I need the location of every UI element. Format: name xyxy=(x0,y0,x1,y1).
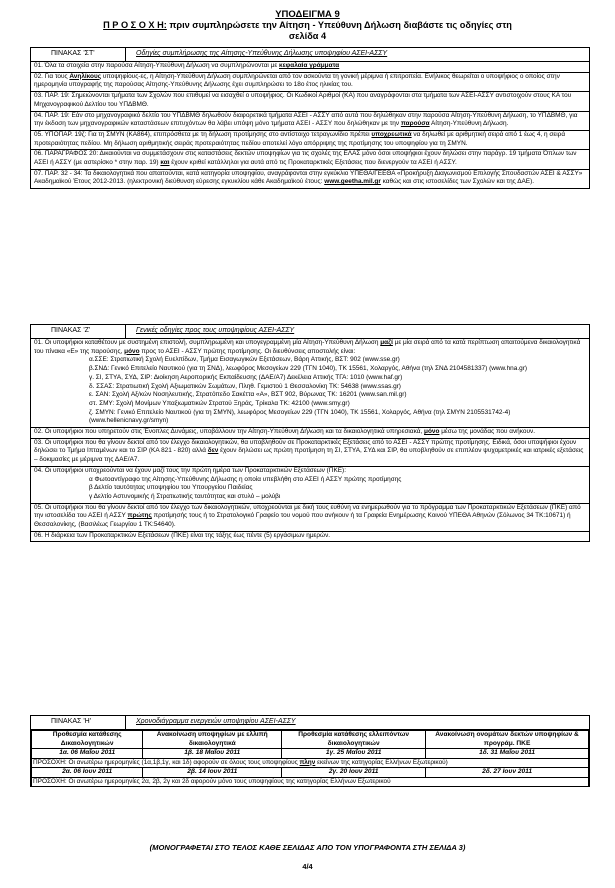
timeline-header-row xyxy=(32,731,589,749)
table-h-header xyxy=(31,716,589,730)
z-item-01 xyxy=(31,339,589,428)
timeline-row-2 xyxy=(32,768,589,778)
timeline-row-1 xyxy=(32,749,589,759)
st-item-em: και xyxy=(160,159,170,167)
table-h-label: ΠΙΝΑΚΑΣ 'Η' xyxy=(31,716,126,729)
timeline-header-cell: Προθεσμία κατάθεσης ελλειπόντων δικαιολογητικών xyxy=(282,731,426,749)
notice-page: σελίδα 4 xyxy=(288,31,327,41)
st-item-em: www.geetha.mil.gr xyxy=(324,178,381,186)
z-item-03-em: δεν xyxy=(207,447,219,455)
z-item-03 xyxy=(31,439,589,467)
st-item-text: 05. ΥΠΟΠΑΡ. 19ζ: Για τη ΣΜΥΝ (ΚΑ864), επιπρόσθετα με τη δήλωση προτίμησης στο αντίστοιχο τετραγωνίδιο πρέπει xyxy=(34,130,372,138)
z-item-05-em: πρώτης xyxy=(127,512,152,520)
timeline-date-cell: 1α. 06 Μαΐου 2011 xyxy=(32,749,143,759)
notice-text: πριν συμπληρώσετε την Αίτηση - Υπεύθυνη Δήλωση διαβάστε τις οδηγίες στη xyxy=(169,20,512,30)
z-item-01-mid: με μία σειρά από τα κατά περίπτωση απαιτούμενα δικαιολογητικά του πίνακα «Ε» της παρούσης, xyxy=(34,339,581,355)
timeline-date-cell: 1γ. 25 Μαΐου 2011 xyxy=(282,749,426,759)
initials-footer: (ΜΟΝΟΓΡΑΦΕΤΑΙ ΣΤΟ ΤΕΛΟΣ ΚΑΘΕ ΣΕΛΙΔΑΣ ΑΠΟ ΤΟΝ ΥΠΟΓΡΑΦΟΝΤΑ ΣΤΗ ΣΕΛΙΔΑ 3) xyxy=(149,843,466,852)
z-item-02-post: μέσω της μονάδας που ανήκουν. xyxy=(439,428,536,436)
z-item-01-text: 01. Οι υποψήφιοι καταθέτουν με συστημένη επιστολή, συμπληρωμένη και υπογεγραμμένη μία Αίτηση-Υπεύθυνη Δήλωση xyxy=(34,339,381,346)
page-number: 4/4 xyxy=(302,862,313,871)
address-item: γ. ΣΙ, ΣΤΥΑ, ΣΥΔ, ΣΙΡ: Διοίκηση Αεροπορικής Εκπαίδευσης (ΔΑΕ/Α7) Δεκέλεια Αττικής ΤΓΑ: 1010 (www.haf.gr) xyxy=(89,373,403,381)
timeline-note-1 xyxy=(32,758,589,768)
z-item-01-em2: μόνο xyxy=(124,347,140,355)
timeline-date-cell: 2α. 06 Ιουν 2011 xyxy=(32,768,143,778)
address-item: δ. ΣΣΑΣ: Στρατιωτική Σχολή Αξιωματικών Σωμάτων, Πληθ. Γεμιστού 1 Θεσσαλονίκη ΤΚ: 54638 (www.ssas.gr) xyxy=(89,382,401,390)
st-item-post: υποψηφίους-ες, η Αίτηση-Υπεύθυνη Δήλωση συμπληρώνεται από τον ασκούντα τη γονική μέριμνα ή επιτροπεία. Ενήλικος θεωρείται ο υποψήφιος ο οποίος στην ημερομηνία υπογραφής της παρούσας Αίτησης-Υπεύθυνης Δήλωσης έχει συμπληρώσει το 18ο έτος ηλικίας του. xyxy=(34,72,560,89)
z-item-02 xyxy=(31,428,589,439)
timeline-date-cell: 2δ. 27 Ιουν 2011 xyxy=(426,768,589,778)
timeline-date-cell: 1δ. 31 Μαΐου 2011 xyxy=(426,749,589,759)
table-st xyxy=(30,47,590,189)
st-item xyxy=(31,131,589,150)
address-list xyxy=(34,356,586,426)
st-item-em: Ανηλίκους xyxy=(69,72,102,80)
st-item-text: 04. ΠΑΡ. 19: Εάν στο μηχανογραφικό δελτίο του ΥΠΔΒΜΘ δηλωθούν διαφορετικά τμήματα ΑΣΕΙ - ΑΣΣΥ από αυτά που δηλώθηκαν στην παρούσα Αίτηση-Υπεύθυνη Δήλωση, το ΥΠΔΒΜΘ, για την έκδοση των μηχανογραφικών καταστάσεων επιτυχόντων θα λάβει υπόψη μόνο τμήματα ΑΣΕΙ - ΑΣΣΥ που δηλώθηκαν με την xyxy=(34,111,578,128)
st-item-post: να δηλωθεί με αριθμητική σειρά από 1 έως 4, η σειρά προτεραιότητας πεδίου. Μη δήλωση αριθμητικής σειράς προτεραιότητας πεδίου αποτελεί λόγο απόρριψης της προτίμησης του υποψηφίου για τη ΣΜΥΝ. xyxy=(34,130,566,147)
z-item-05-text: 05. Οι υποψήφιοι που θα γίνουν δεκτοί από τον έλεγχο των δικαιολογητικών, υποχρεούνται με δική τους ευθύνη να ενημερωθούν για το πρόγραμμα των Προκαταρκτικών Εξετάσεων (ΠΚΕ) από την ιστοσελίδα του ΑΣΕΙ ή ΑΣΣΥ xyxy=(34,503,581,520)
address-item: α.ΣΣΕ: Στρατιωτική Σχολή Ευελπίδων, Τμήμα Εισαγωγικών Εξετάσεων, Βάρη Αττικής, ΒΣΤ: 902 (www.sse.gr) xyxy=(89,356,400,364)
note1-em: πλην xyxy=(299,758,316,766)
z-item-03-post: έχουν δηλώσει ως πρώτη προτίμηση τη ΣΙ, ΣΤΥΑ, ΣΥΔ και ΣΙΡ, θα υποβληθούν σε επιπλέον ψυχομετρικές και ιατρικές εξετάσεις – δοκιμασίες με μέριμνα της ΔΑΕ/Α7. xyxy=(34,447,584,464)
st-item-post: καθώς και στις ιστοσελίδες των Σχολών και της ΔΑΕ). xyxy=(380,178,535,186)
table-st-items xyxy=(31,62,589,188)
address-item: β.ΣΝΔ: Γενικό Επιτελείο Ναυτικού (για τη ΣΝΔ), λεωφόρος Μεσογείων 229 (ΤΓΝ 1040), ΤΚ 15561, Χολαργός, Αθήνα (τηλ ΣΝΔ 2104581337) (www.hna.gr) xyxy=(89,365,527,373)
z-item-01-em: μαζί xyxy=(380,339,393,346)
st-item-text: 07. ΠΑΡ. 32 - 34: Τα δικαιολογητικά που απαιτούνται, κατά κατηγορία υποψηφίου, αναγράφονται στην εγκύκλιο ΥΠΕΘΑ/ΓΕΕΘΑ «Προκήρυξη Διαγωνισμού Επιλογής Σπουδαστών ΑΣΕΙ & ΑΣΣΥ» Ακαδημαϊκού Έτους 2012-2013. (ηλεκτρονική διεύθυνση εύρεσης εγκυκλίου κάθε Ακαδημαϊκού έτους: xyxy=(34,169,583,186)
timeline-date-cell: 2γ. 20 Ιουν 2011 xyxy=(282,768,426,778)
table-z-label: ΠΙΝΑΚΑΣ 'Ζ' xyxy=(31,325,126,338)
page-header xyxy=(0,9,615,42)
st-item-post: Αίτηση-Υπεύθυνη Δήλωση. xyxy=(429,120,509,128)
table-z-title: Γενικές οδηγίες προς τους υποψηφίους ΑΣΕΙ-ΑΣΣΥ xyxy=(136,327,295,334)
table-z-header xyxy=(31,325,589,339)
st-item xyxy=(31,150,589,169)
notice-line xyxy=(0,20,615,31)
z-item-04-text: 04. Οι υποψήφιοι υποχρεούνται να έχουν μαζί τους την πρώτη ημέρα των Προκαταρκτικών Εξετάσεων (ΠΚΕ): xyxy=(34,466,346,474)
timeline-note-cell xyxy=(32,758,589,768)
notice-prefix: Π Ρ Ο Σ Ο Χ Η: xyxy=(103,20,167,30)
z-item-05 xyxy=(31,504,589,532)
st-item-em: κεφαλαία γράμματα xyxy=(279,62,340,69)
timeline-date-cell: 2β. 14 Ιουν 2011 xyxy=(143,768,282,778)
z-item-03-text: 03. Οι υποψήφιοι που θα γίνουν δεκτοί από τον έλεγχο δικαιολογητικών, θα υποβληθούν σε Προκαταρκτικές Εξετάσεις από το ΑΣΕΙ - ΑΣΣΥ πρώτης προτίμησης. Ειδικά, όσοι υποψήφιοι έχουν δηλώσει το Τμήμα Ιπταμένων και το ΣΙΡ (ΚΑ 821 - 820) αλλά xyxy=(34,438,577,455)
st-item xyxy=(31,62,589,73)
z-item-04 xyxy=(31,467,589,504)
st-item-em: παρούσα xyxy=(400,120,430,128)
table-h xyxy=(30,715,590,787)
z-item-02-text: 02. Οι υποψήφιοι που υπηρετούν στις Ένοπλες Δυνάμεις, υποβάλλουν την Αίτηση-Υπεύθυνη Δήλωση και τα δικαιολογητικά υπηρεσιακά, xyxy=(34,428,425,436)
st-item-post: έχουν κριθεί κατάλληλοι για αυτά από τις Προκαταρκτικές Εξετάσεις που διενεργούν τα ΑΣΕΙ ή ΑΣΣΥ. xyxy=(169,159,457,167)
timeline-date-cell: 1β. 18 Μαΐου 2011 xyxy=(143,749,282,759)
table-st-title: Οδηγίες συμπλήρωσης της Αίτησης-Υπεύθυνης Δήλωσης υποψηφίου ΑΣΕΙ-ΑΣΣΥ xyxy=(136,50,388,57)
st-item-text: 06. ΠΑΡΑΓΡΑΦΟΣ 20: Δικαιούνται να συμμετάσχουν στις καταστάσεις δεκτών υποψηφίων για τις σχολές της ΕΛΑΣ μόνο όσοι υποψήφιοι έχουν δηλώσει στην παράγρ. 19 τμήματα Όπλων των ΑΣΕΙ ή ΑΣΣΥ (με αστερίσκο * στην παρ. 19) xyxy=(34,150,577,167)
z-item-02-em: μόνο xyxy=(424,428,440,436)
z-item-01-post: προς το ΑΣΕΙ - ΑΣΣΥ πρώτης προτίμησης. Οι διευθύνσεις αποστολής είναι: xyxy=(139,347,356,355)
st-item-text: 02. Για τους xyxy=(34,72,70,80)
timeline-header-cell: Προθεσμία κατάθεσης Δικαιολογητικών xyxy=(32,731,143,749)
st-item-text: 01. Όλα τα στοιχεία στην παρούσα Αίτηση-Υπεύθυνη Δήλωση να συμπληρώνονται με xyxy=(34,62,280,69)
timeline-header-cell: Ανακοίνωση ονομάτων δεκτών υποψηφίων & προγράμ. ΠΚΕ xyxy=(426,731,589,749)
timeline-table xyxy=(31,730,589,786)
note1-text: ΠΡΟΣΟΧΗ: Οι ανωτέρω ημερομηνίες (1α,1β,1γ, και 1δ) αφορούν σε όλους τους υποψηφίους xyxy=(33,758,300,766)
table-st-header xyxy=(31,48,589,62)
st-item xyxy=(31,112,589,131)
address-item: στ. ΣΜΥ: Σχολή Μονίμων Υπαξιωματικών Στρατού Ξηράς, Τρίκαλα ΤΚ: 42100 (www.smy.gr) xyxy=(89,399,350,407)
timeline-note-2 xyxy=(32,777,589,786)
table-h-title: Χρονοδιάγραμμα ενεργειών υποψηφίου ΑΣΕΙ-ΑΣΣΥ xyxy=(136,718,296,725)
st-item-text: 03. ΠΑΡ. 19: Σημειώνονται τμήματα των Σχολών που επιθυμεί να εισαχθεί ο υποψήφιος. Οι Κωδικοί Αριθμοί (ΚΑ) που αναγράφονται στα τμήματα των ΑΣΕΙ-ΑΣΣΥ αντιστοιχούν στους ΚΑ του Μηχανογραφικού Δελτίου του ΥΠΔΒΜΘ. xyxy=(34,92,572,108)
address-item: ζ. ΣΜΥΝ: Γενικό Επιτελείο Ναυτικού (για τη ΣΜΥΝ), λεωφόρος Μεσογείων 229 (ΤΓΝ 1040), ΤΚ 15561, Χολαργός, Αθήνα (τηλ ΣΜΥΝ 2105531742-4) (www.hellenicnavy.gr/smyn) xyxy=(89,408,511,425)
table-st-label: ΠΙΝΑΚΑΣ 'ΣΤ' xyxy=(31,48,126,61)
table-z xyxy=(30,324,590,542)
st-item xyxy=(31,73,589,92)
st-item-em: υποχρεωτικά xyxy=(371,130,412,138)
address-item: ε. ΣΑΝ: Σχολή Αξ/κών Νοσηλευτικής, Στρατόπεδο Σακέττα «Α», ΒΣΤ 902, Βύρωνας ΤΚ: 16201 (www.san.mil.gr) xyxy=(89,391,407,399)
note1-post: εκείνων της κατηγορίας Ελλήνων Εξωτερικού) xyxy=(315,758,448,766)
ppe-item: γ Δελτίο Αστυνομικής ή Στρατιωτικής ταυτότητας και στυλό – μολύβι xyxy=(89,492,281,500)
z-item-06 xyxy=(31,532,589,542)
timeline-header-cell: Ανακοίνωση υποψηφίων με ελλιπή δικαιολογητικά xyxy=(143,731,282,749)
st-item xyxy=(31,92,589,111)
z-item-06-text: 06. Η διάρκεια των Προκαταρκτικών Εξετάσεων (ΠΚΕ) είναι της τάξης έως πέντε (5) εργάσιμων ημερών. xyxy=(34,531,331,539)
ppe-item: β Δελτίο ταυτότητας υποψηφίου του Υπουργείου Παιδείας xyxy=(89,484,253,492)
st-item xyxy=(31,170,589,188)
timeline-note-cell: ΠΡΟΣΟΧΗ: Οι ανωτέρω ημερομηνίες 2α, 2β, 2γ και 2δ αφορούν μόνο τους υποψηφίους της κατηγορίας Ελλήνων Εξωτερικού xyxy=(32,777,589,786)
ppe-items-list xyxy=(34,476,586,502)
template-title: ΥΠΟΔΕΙΓΜΑ 9 xyxy=(275,9,340,20)
ppe-item: α Φωτοαντίγραφο της Αίτησης-Υπεύθυνης Δήλωσης η οποία υπεβλήθη στο ΑΣΕΙ ή ΑΣΣΥ πρώτης προτίμησης xyxy=(89,475,402,483)
z-item-05-post: προτίμησής τους ή το Στρατολογικό Γραφείο του νομού που ανήκουν ή τα Γραφεία Ενημέρωσης Κοινού ΥΠΕΘΑ Αθηνών (Σόλωνος 34 ΤΚ:10671) ή Θεσσαλονίκης, (Βασιλέως Γεωργίου 1 ΤΚ:54640). xyxy=(34,512,571,529)
